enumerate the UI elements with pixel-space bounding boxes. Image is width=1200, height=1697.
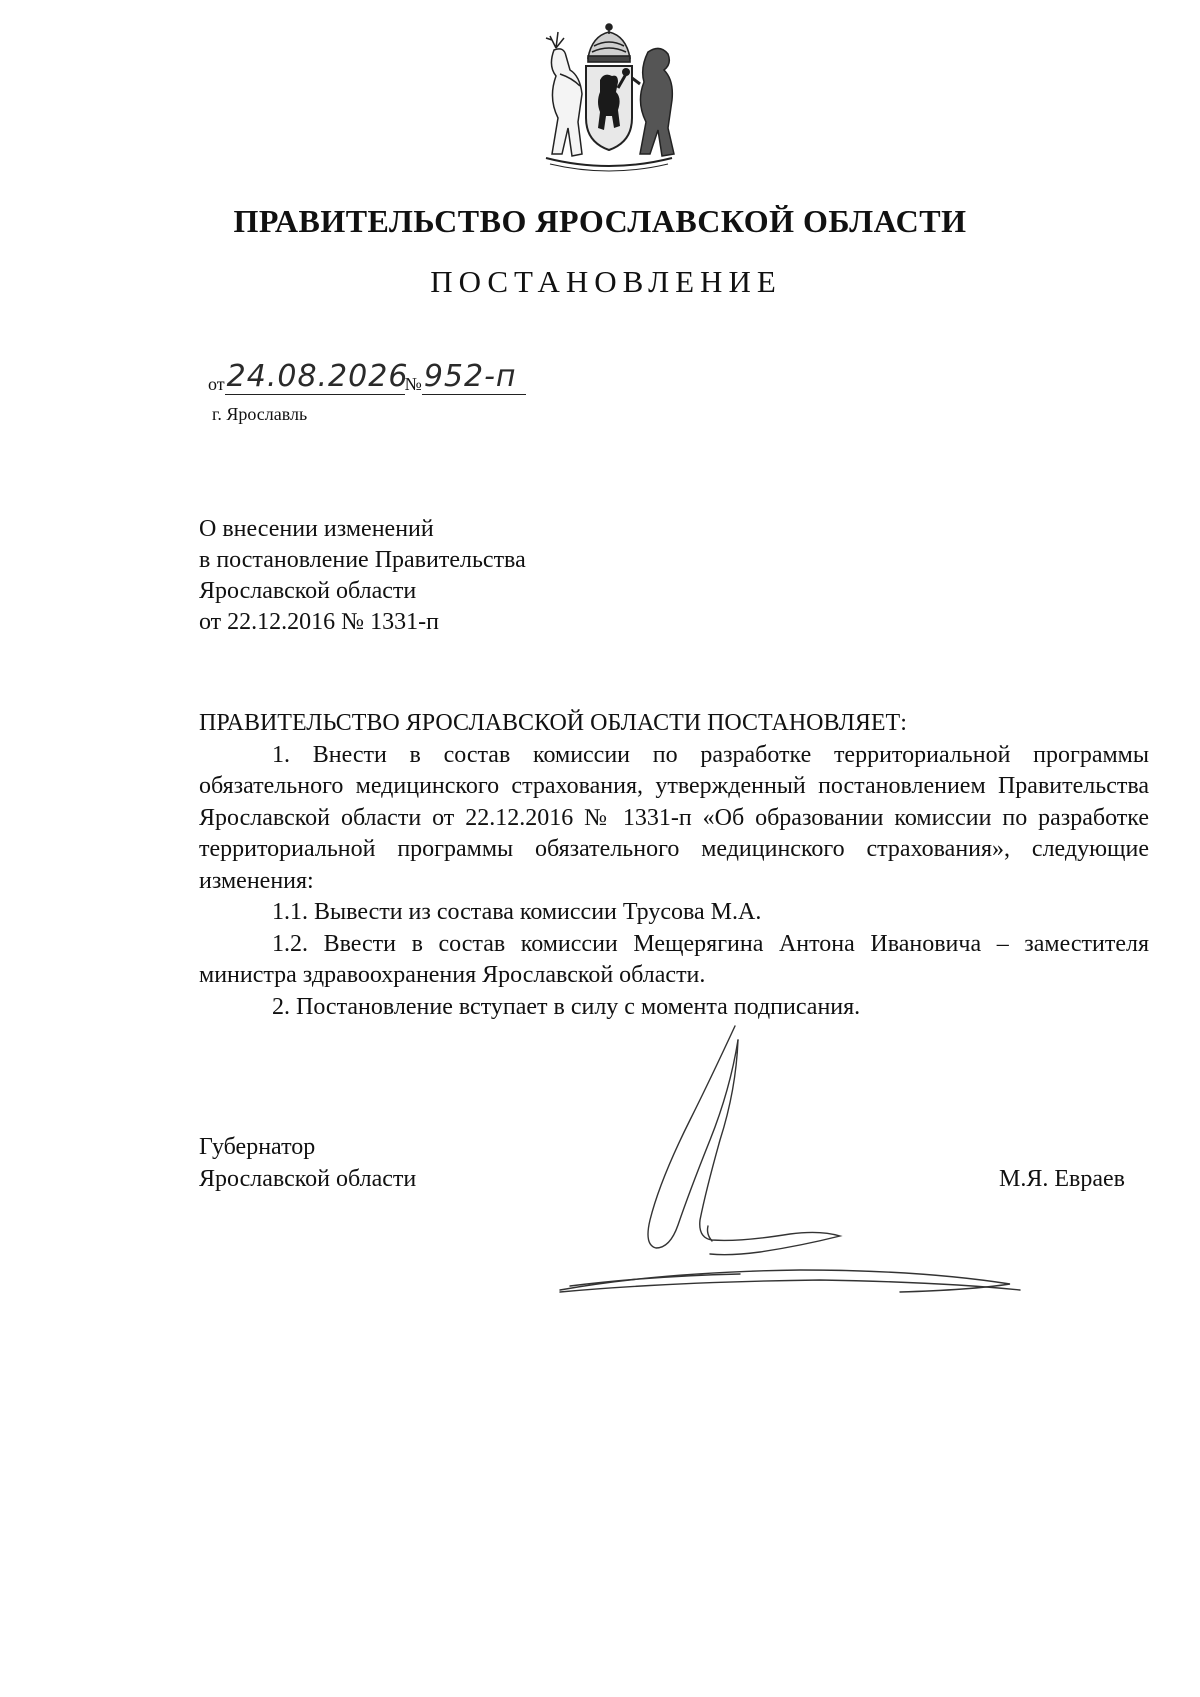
decree-statement: ПРАВИТЕЛЬСТВО ЯРОСЛАВСКОЙ ОБЛАСТИ ПОСТАНОВЛЯЕТ: <box>199 710 907 736</box>
body-paragraph: 1.1. Вывести из состава комиссии Трусова М.А. <box>272 899 762 925</box>
document-number: 952-п <box>422 360 526 395</box>
subject-line: в постановление Правительства <box>199 547 526 573</box>
document-subject <box>199 514 526 638</box>
subject-line: от 22.12.2016 № 1331-п <box>199 609 439 635</box>
position-line: Губернатор <box>199 1134 316 1160</box>
date-prefix: от <box>208 374 225 394</box>
document-city: г. Ярославль <box>212 404 308 424</box>
subject-line: Ярославской области <box>199 578 417 604</box>
document-body <box>199 708 1149 1023</box>
signatory-position <box>199 1131 416 1195</box>
position-line: Ярославской области <box>199 1166 417 1192</box>
number-prefix: № <box>404 374 422 394</box>
body-paragraph: 1.2. Ввести в состав комиссии Мещерягина Антона Ивановича – заместителя министра здравоохранения Ярославской области. <box>199 930 1149 988</box>
body-paragraph: 1. Внести в состав комиссии по разработке территориальной программы обязательного медицинского страхования, утвержденный постановлением Правительства Ярославской области от 22.12.2016 № 1331-п «Об образовании комиссии по разработке территориальной программы обязательного медицинского страхования», следующие изменения: <box>199 741 1149 894</box>
registration-line <box>208 360 526 400</box>
document-type: ПОСТАНОВЛЕНИЕ <box>430 264 782 299</box>
subject-line: О внесении изменений <box>199 516 434 542</box>
document-date: 24.08.2026 <box>226 359 409 394</box>
handwritten-signature <box>540 1020 1080 1320</box>
coat-of-arms-emblem <box>536 18 682 180</box>
body-paragraph: 2. Постановление вступает в силу с момента подписания. <box>272 993 861 1020</box>
organization-title: ПРАВИТЕЛЬСТВО ЯРОСЛАВСКОЙ ОБЛАСТИ <box>233 203 967 239</box>
signatory-name: М.Я. Евраев <box>999 1166 1125 1192</box>
